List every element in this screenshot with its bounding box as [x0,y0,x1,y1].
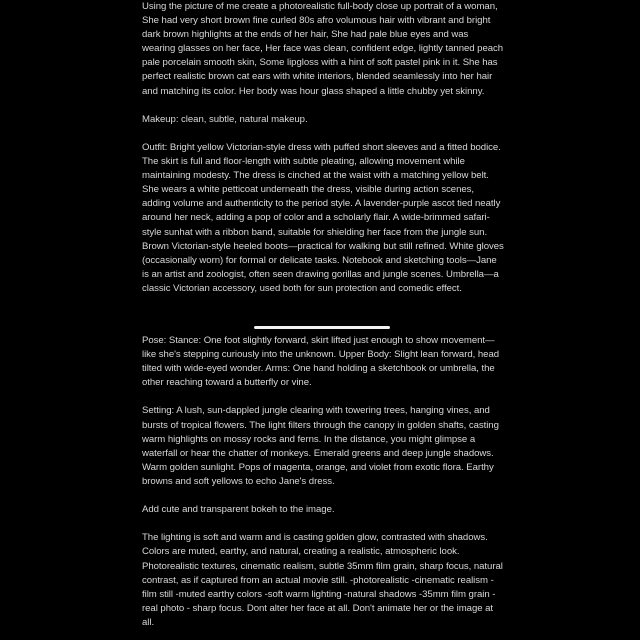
paragraph-bokeh: Add cute and transparent bokeh to the image. [142,504,335,516]
paragraph-pose: Pose: Stance: One foot slightly forward, skirt lifted just enough to show movement—like she's stepping curiously into the unknown. Upper Body: Slight lean forward, head tilted with wide-eyed wonder. Arms: One hand holding a sketchbook or umbrella, the other reaching toward a butterfly or vine. [142,335,500,389]
text-selection-divider-handle[interactable] [254,326,390,329]
paragraph-outfit: Outfit: Bright yellow Victorian-style dress with puffed short sleeves and a fitted bodice. The skirt is full and floor-length with subtle pleating, allowing movement while maintaining modesty. The dress is cinched at the waist with a matching yellow belt. She wears a white petticoat underneath the dress, visible during action scenes, adding volume and authenticity to the period style. A lavender-purple ascot tied neatly around her neck, adding a pop of color and a scholarly flair. A wide-brimmed safari-style sunhat with a ribbon band, suitable for shielding her face from the jungle sun. Brown Victorian-style heeled boots—practical for walking but still refined. White gloves (occasionally worn) for formal or delicate tasks. Notebook and sketching tools—Jane is an artist and zoologist, often seen drawing gorillas and jungle scenes. Umbrella—a classic Victorian accessory, used both for sun protection and comedic effect. [142,141,504,294]
prompt-text-top [142,0,504,296]
paragraph-lighting: The lighting is soft and warm and is casting golden glow, contrasted with shadows. Colors are muted, earthy, and natural, creating a realistic, atmospheric look. Photorealistic textures, cinematic realism, subtle 35mm film grain, sharp focus, natural contrast, as if captured from an actual movie still. -photorealistic -cinematic realism -film still -muted earthy colors -soft warm lighting -natural shadows -35mm film grain -real photo - sharp focus. Dont alter her face at all. Don't animate her or the image at all. [142,532,503,628]
paragraph-makeup: Makeup: clean, subtle, natural makeup. [142,113,308,125]
paragraph-setting: Setting: A lush, sun-dappled jungle clearing with towering trees, hanging vines, and bursts of tropical flowers. The light filters through the canopy in golden shafts, casting warm highlights on mossy rocks and ferns. In the distance, you might glimpse a waterfall or hear the chatter of monkeys. Emerald greens and deep jungle shadows. Warm golden sunlight. Pops of magenta, orange, and violet from exotic flora. Earthy browns and soft yellows to echo Jane's dress. [142,405,499,487]
paragraph-description: Using the picture of me create a photorealistic full-body close up portrait of a woman, She had very short brown fine curled 80s afro volumous hair with vibrant and bright dark brown highlights at the ends of her hair, She had pale blue eyes and was wearing glasses on her face, Her face was clean, confident edge, lightly tanned peach pale porcelain smooth skin, Some lipgloss with a hint of soft pastel pink in it. She has perfect realistic brown cat ears with white interiors, blended seamlessly into her hair and matching its color. Her body was hour glass shaped a little chubby yet skinny. [142,1,504,97]
prompt-text-bottom [142,334,504,630]
